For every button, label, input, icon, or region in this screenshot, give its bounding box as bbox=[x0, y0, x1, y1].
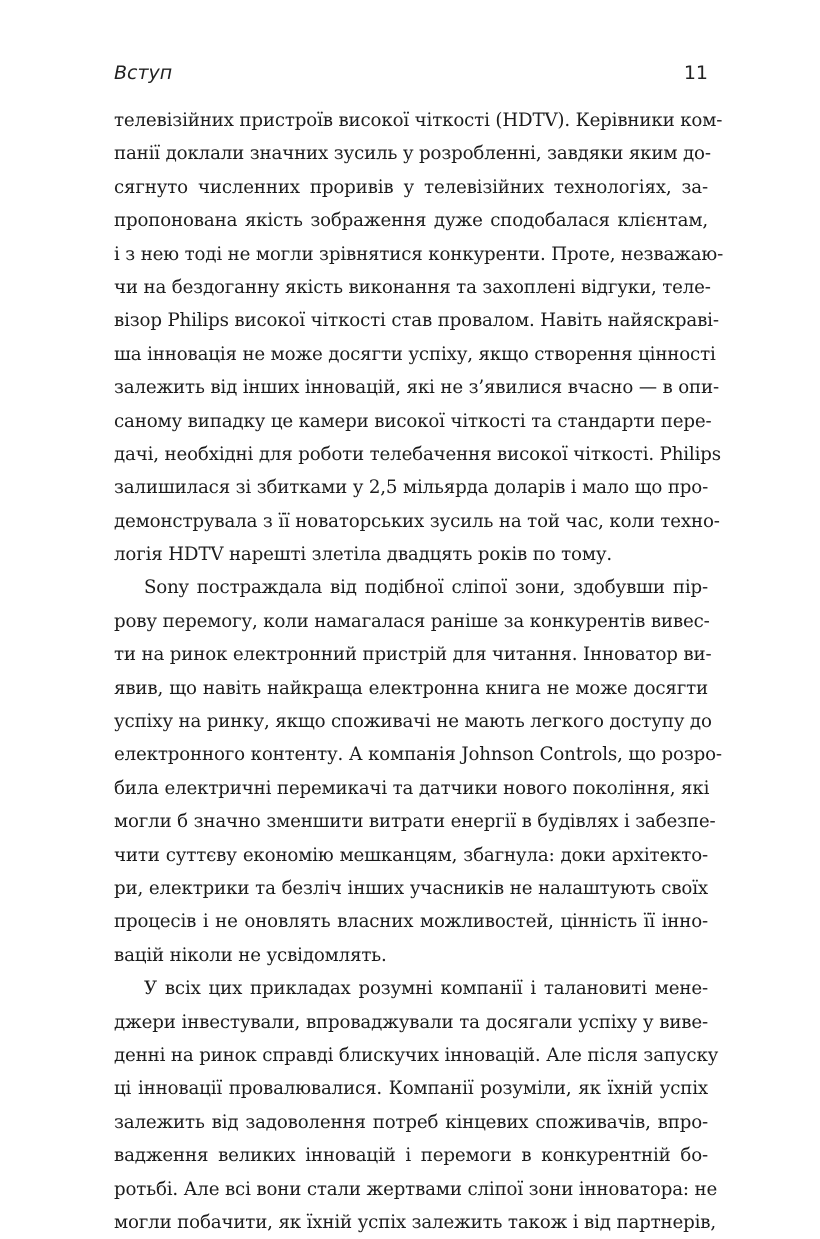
text-line: ці інновації провалювалися. Компанії розуміли, як їхній успіх bbox=[114, 1078, 708, 1100]
text-line: вацій ніколи не усвідомлять. bbox=[114, 944, 387, 966]
text-line: Sony постраждала від подібної сліпої зони, здобувши пір- bbox=[144, 577, 708, 599]
text-line: сягнуто численних проривів у телевізійних технологіях, за- bbox=[114, 176, 708, 198]
text-line: візор Philips високої чіткості став провалом. Навіть найяскраві- bbox=[114, 310, 719, 332]
text-line: ти на ринок електронний пристрій для читання. Інноватор ви- bbox=[114, 644, 712, 666]
text-line: телевізійних пристроїв високої чіткості (HDTV). Керівники ком- bbox=[114, 110, 723, 131]
text-line: електронного контенту. А компанія Johnson Controls, що розро- bbox=[114, 744, 722, 766]
paragraph bbox=[114, 104, 724, 571]
text-line: явив, що навіть найкраща електронна книга не може досягти bbox=[114, 677, 708, 699]
running-head: Вступ bbox=[114, 62, 173, 84]
text-line: пропонована якість зображення дуже сподобалася клієнтам, bbox=[114, 210, 708, 232]
text-line: джери інвестували, впроваджували та досягали успіху у виве- bbox=[114, 1011, 708, 1033]
text-line: могли побачити, як їхній успіх залежить також і від партнерів, bbox=[114, 1211, 717, 1233]
text-line: ри, електрики та безліч інших учасників не налаштують своїх bbox=[114, 877, 708, 899]
text-line: і з нею тоді не могли зрівнятися конкуренти. Проте, незважаю- bbox=[114, 243, 724, 265]
paragraph bbox=[114, 571, 722, 972]
text-line: залежить від задоволення потреб кінцевих споживачів, впро- bbox=[114, 1111, 708, 1133]
text-line: процесів і не оновлять власних можливостей, цінність її інно- bbox=[114, 911, 708, 933]
text-line: рову перемогу, коли намагалася раніше за конкурентів вивес- bbox=[114, 610, 710, 632]
text-line: чити суттєву економію мешканцям, збагнула: доки архітекто- bbox=[114, 844, 708, 866]
text-line: могли б значно зменшити витрати енергії в будівлях і забезпе- bbox=[114, 811, 716, 833]
text-line: успіху на ринку, якщо споживачі не мають легкого доступу до bbox=[114, 711, 712, 733]
text-line: саному випадку це камери високої чіткості та стандарти пере- bbox=[114, 410, 712, 432]
text-line: дачі, необхідні для роботи телебачення високої чіткості. Philips bbox=[114, 443, 721, 465]
text-line: логія HDTV нарешті злетіла двадцять років по тому. bbox=[114, 544, 613, 566]
text-line: вадження великих інновацій і перемоги в конкурентній бо- bbox=[114, 1145, 708, 1167]
text-line: У всіх цих прикладах розумні компанії і талановиті мене- bbox=[144, 978, 708, 1000]
text-line: ротьбі. Але всі вони стали жертвами сліпої зони інноватора: не bbox=[114, 1178, 718, 1200]
text-line: залишилася зі збитками у 2,5 мільярда доларів і мало що про- bbox=[114, 477, 709, 499]
page-number: 11 bbox=[683, 62, 708, 84]
body-text bbox=[114, 104, 724, 1239]
text-line: чи на бездоганну якість виконання та захоплені відгуки, теле- bbox=[114, 276, 711, 298]
text-line: панії доклали значних зусиль у розробленні, завдяки яким до- bbox=[114, 143, 711, 165]
text-line: демонструвала з її новаторських зусиль на той час, коли техно- bbox=[114, 510, 720, 532]
text-line: ша інновація не може досягти успіху, якщо створення цінності bbox=[114, 343, 716, 365]
text-line: залежить від інших інновацій, які не з’явилися вчасно — в опи- bbox=[114, 377, 719, 399]
text-line: денні на ринок справді блискучих інновацій. Але після запуску bbox=[114, 1044, 719, 1066]
text-line: била електричні перемикачі та датчики нового покоління, які bbox=[114, 777, 710, 799]
paragraph bbox=[114, 972, 719, 1239]
